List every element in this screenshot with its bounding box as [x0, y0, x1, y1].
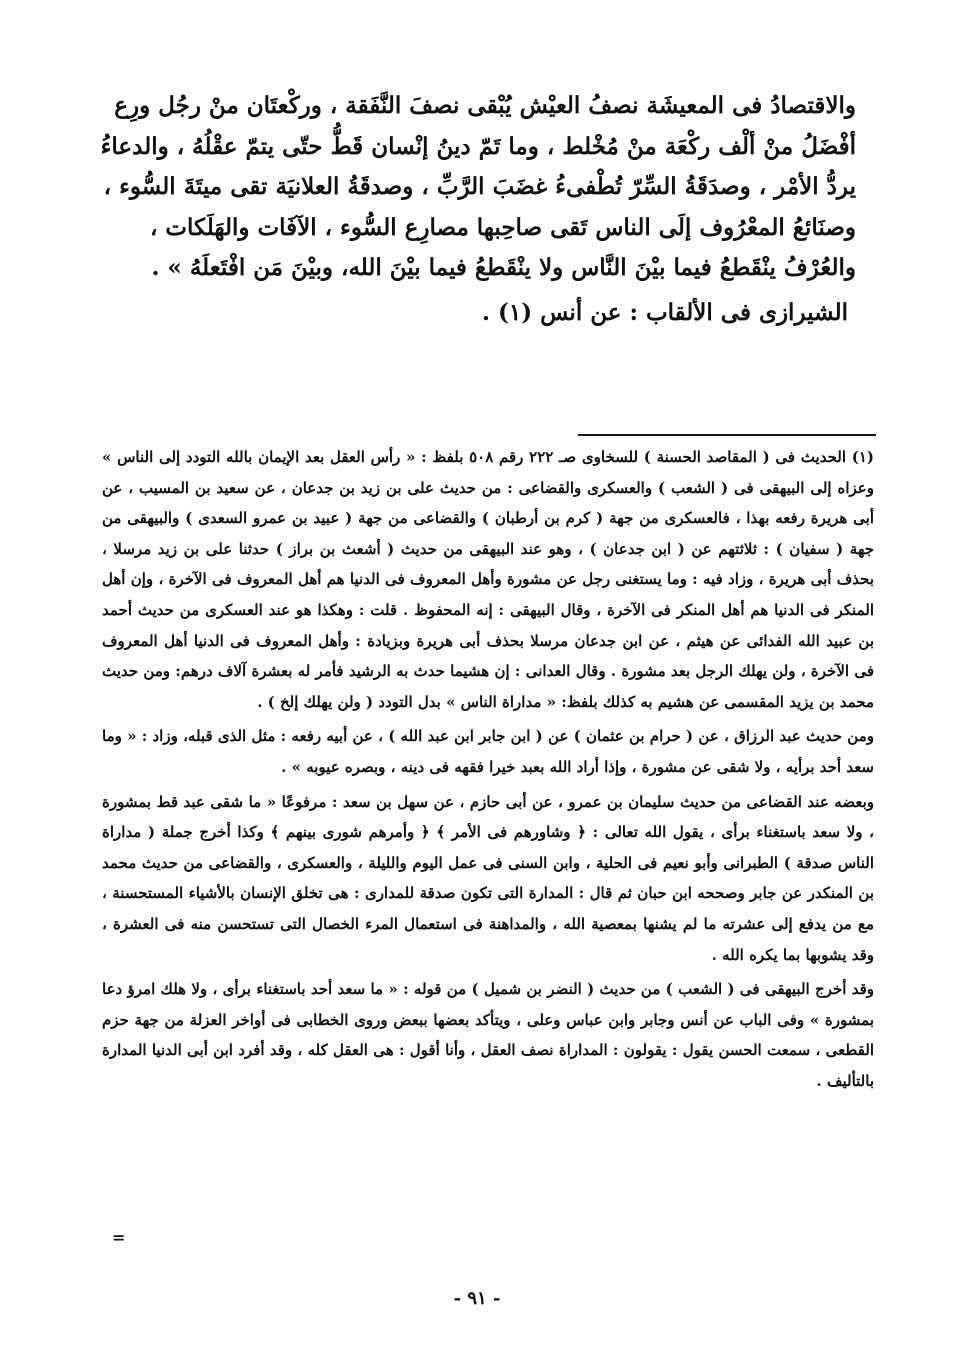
hadith-paragraph: والاقتصادُ فى المعيشَة نصفُ العيْش يُبْقى نصفَ النَّفَقة ، وركْعتَان منْ رجُل ورِع أفْضَلُ منْ ألْف ركْعَة منْ مُخْلط ، وما تَمّ دينُ إنْسان قَطُّ حتّى يتمّ عقْلُهُ ، والدعاءُ يردُّ الأمْر ، وصدَقَةُ السِّرّ تُطْفىءُ غضَبَ الرَّبِّ ، وصدقَةُ العلانيَة تقى ميتَةَ السُّوء ، وصنَائعُ المعْرُوف إلَى الناس تَقى صاحِبها مصارِع السُّوء ، الآفَات والهَلَكات ، والعُرْفُ ينْقَطعُ فيما بيْنَ النَّاس ولا ينْقَطعُ فيما بيْنَ الله، وبيْنَ مَن افْتَعلَهُ » .: [100, 92, 856, 281]
footnote-paragraph-3: وبعضه عند القضاعى من حديث سليمان بن عمرو ، عن أبى حازم ، عن سهل بن سعد : مرفوعًا « ما شقى عبد قط بمشورة ، ولا سعد باستغناء برأى ، يقول الله تعالى : ﴿ وشاورهم فى الأمر ﴾ ﴿ وأمرهم شورى بينهم ﴾ وكذا أخرج جملة ( مداراة الناس صدقة ) الطبرانى وأبو نعيم فى الحلية ، وابن السنى فى عمل اليوم والليلة ، والعسكرى ، والقضاعى من حديث محمد بن المنكدر عن جابر وصححه ابن حبان ثم قال : المدارة التى تكون صدقة للمدارى : هى تخلق الإنسان بالأشياء المستحسنة ، مع من يدفع إلى عشرته ما لم يشنها بمعصية الله ، والمداهنة فى استعمال المرء الخصال التى تستحسن منه فى العشرة ، وقد يشوبها بما يكره الله .: [102, 792, 874, 964]
footnote-paragraph-1: (١) الحديث فى ( المقاصد الحسنة ) للسخاوى صـ ٢٢٢ رقم ٥٠٨ بلفظ : « رأس العقل بعد الإيمان بالله التودد إلى الناس » وعزاه إلى البيهقى فى ( الشعب ) والعسكرى والقضاعى : من حديث على بن زيد بن جدعان ، عن سعيد بن المسيب ، عن أبى هريرة رفعه بهذا ، فالعسكرى من جهة ( كرم بن أرطبان ) والقضاعى من جهة ( عبيد بن عمرو السعدى ) والبيهقى من جهة ( سفيان ) : ثلاثتهم عن ( ابن جدعان ) ، وهو عند البيهقى من حديث ( أشعث بن براز ) حدثنا على بن زيد مرسلا ، بحذف أبى هريرة ، وزاد فيه : وما يستغنى رجل عن مشورة وأهل المعروف فى الدنيا هم أهل المعروف فى الآخرة ، وإن أهل المنكر فى الدنيا هم أهل المنكر فى الآخرة ، وقال البيهقى : إنه المحفوظ . قلت : وهكذا هو عند العسكرى من حديث أحمد بن عبيد الله الفدائى عن هيثم ، عن ابن جدعان مرسلا بحذف أبى هريرة وبزيادة : وأهل المعروف فى الدنيا أهل المعروف فى الآخرة ، ولن يهلك الرجل بعد مشورة . وقال العدانى : إن هشيما حدث به الرشيد فأمر له بعشرة آلاف درهم: ومن حديث محمد بن يزيد المقسمى عن هشيم به كذلك بلفظ: « مداراة الناس » بدل التودد ( ولن يهلك إلخ ) .: [102, 448, 874, 711]
hadith-text-block: [96, 86, 856, 333]
footnote-paragraph-4: وقد أخرج البيهقى فى ( الشعب ) من حديث ( النضر بن شميل ) من قوله : « ما سعد أحد باستغناء برأى ، ولا هلك امرؤ دعا بمشورة » وفى الباب عن أنس وجابر وابن عباس وعلى ، ويتأكد بعضها ببعض وروى الخطابى فى أواخر العزلة من جهة حزم القطعى ، سمعت الحسن يقول : يقولون : المداراة نصف العقل ، وأنا أقول : هى العقل كله ، وقد أفرد ابن أبى الدنيا المدارة بالتأليف .: [102, 980, 874, 1090]
footnotes-block: [102, 442, 874, 1096]
footnote-paragraph-2: ومن حديث عبد الرزاق ، عن ( حرام بن عثمان ) عن ( ابن جابر ابن عبد الله ) ، عن أبيه رفعه : مثل الذى قبله، وزاد : « وما سعد أحد برأيه ، ولا شقى عن مشورة ، وإذا أراد الله بعبد خيرا فقهه فى دينه ، وبصره عيوبه » .: [102, 727, 874, 776]
page-number: - ٩١ -: [453, 1288, 501, 1309]
footnote-separator: [578, 434, 876, 436]
continuation-mark: =: [112, 1228, 126, 1247]
hadith-citation: الشيرازى فى الألقاب : عن أنس (١) .: [481, 298, 848, 326]
